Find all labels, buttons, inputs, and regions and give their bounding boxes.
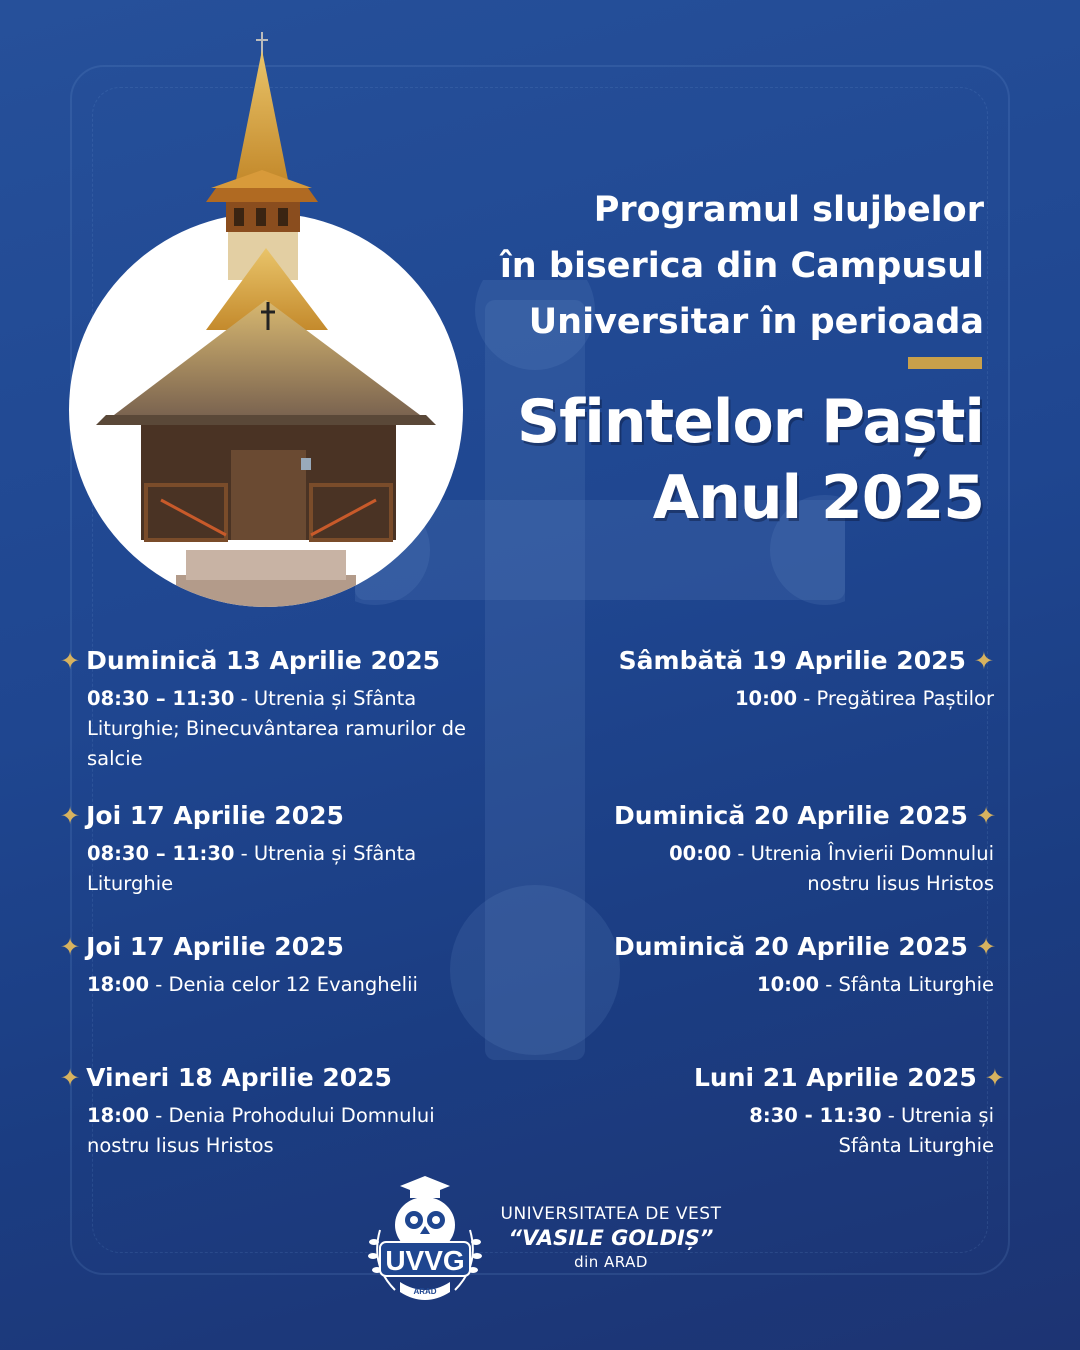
program-title bbox=[500, 182, 984, 350]
event-date: Joi 17 Aprilie 2025 bbox=[86, 932, 344, 961]
event-time: 10:00 bbox=[734, 687, 798, 710]
four-point-star-icon: ✦ bbox=[973, 647, 994, 675]
logo-text: UVVG bbox=[385, 1245, 465, 1276]
event-description: - Utrenia Învierii Domnului nostru Iisus Hristos bbox=[731, 842, 994, 895]
event-item bbox=[614, 644, 994, 714]
four-point-star-icon: ✦ bbox=[60, 1064, 81, 1092]
event-time: 18:00 bbox=[87, 1104, 150, 1127]
four-point-star-icon: ✦ bbox=[975, 802, 997, 830]
event-description: - Utrenia și Sfânta Liturghie bbox=[87, 842, 417, 895]
four-point-star-icon: ✦ bbox=[60, 647, 81, 675]
event-time: 08:30 – 11:30 bbox=[87, 687, 235, 710]
event-time: 00:00 bbox=[669, 842, 732, 865]
event-time: 8:30 - 11:30 bbox=[749, 1104, 882, 1127]
event-time: 08:30 – 11:30 bbox=[87, 842, 235, 865]
logo-subtext: ARAD bbox=[413, 1287, 437, 1296]
event-item bbox=[60, 799, 500, 899]
four-point-star-icon: ✦ bbox=[975, 933, 997, 961]
university-line-1: UNIVERSITATEA DE VEST bbox=[500, 1204, 722, 1224]
event-date: Luni 21 Aprilie 2025 bbox=[694, 1063, 977, 1092]
four-point-star-icon: ✦ bbox=[60, 802, 81, 830]
event-description: - Utrenia și Sfânta Liturghie; Binecuvântarea ramurilor de salcie bbox=[87, 687, 466, 770]
event-item bbox=[694, 1061, 1005, 1161]
event-date: Joi 17 Aprilie 2025 bbox=[86, 801, 344, 830]
title-line: Universitar în perioada bbox=[528, 302, 984, 342]
event-date: Duminică 20 Aprilie 2025 bbox=[614, 932, 968, 961]
event-description: - Denia Prohodului Domnului nostru Iisus Hristos bbox=[87, 1104, 435, 1157]
gold-divider bbox=[908, 357, 982, 369]
university-name bbox=[496, 1204, 726, 1272]
event-date: Duminică 20 Aprilie 2025 bbox=[614, 801, 968, 830]
event-item bbox=[60, 644, 500, 774]
university-line-3: din ARAD bbox=[574, 1253, 648, 1271]
event-time: 18:00 bbox=[87, 973, 150, 996]
event-date: Vineri 18 Aprilie 2025 bbox=[86, 1063, 392, 1092]
university-line-2: “VASILE GOLDIȘ” bbox=[508, 1226, 714, 1250]
church-photo bbox=[66, 30, 466, 610]
event-description: - Denia celor 12 Evanghelii bbox=[149, 973, 418, 996]
event-description: - Sfânta Liturghie bbox=[819, 973, 994, 996]
event-date: Sâmbătă 19 Aprilie 2025 bbox=[618, 646, 966, 675]
event-date: Duminică 13 Aprilie 2025 bbox=[86, 646, 441, 675]
headline bbox=[517, 384, 984, 536]
event-description: - Utrenia și Sfânta Liturghie bbox=[838, 1104, 994, 1157]
event-item bbox=[60, 930, 500, 1000]
headline-line: Anul 2025 bbox=[652, 463, 984, 533]
title-line: în biserica din Campusul bbox=[499, 246, 984, 286]
uvvg-owl-logo-icon bbox=[360, 1170, 490, 1310]
event-item bbox=[614, 799, 997, 899]
four-point-star-icon: ✦ bbox=[984, 1064, 1005, 1092]
title-line: Programul slujbelor bbox=[593, 190, 984, 230]
event-item bbox=[614, 930, 997, 1000]
event-description: - Pregătirea Paștilor bbox=[797, 687, 994, 710]
event-item bbox=[60, 1061, 500, 1161]
headline-line: Sfintelor Paști bbox=[516, 387, 984, 457]
four-point-star-icon: ✦ bbox=[60, 933, 81, 961]
event-time: 10:00 bbox=[757, 973, 820, 996]
